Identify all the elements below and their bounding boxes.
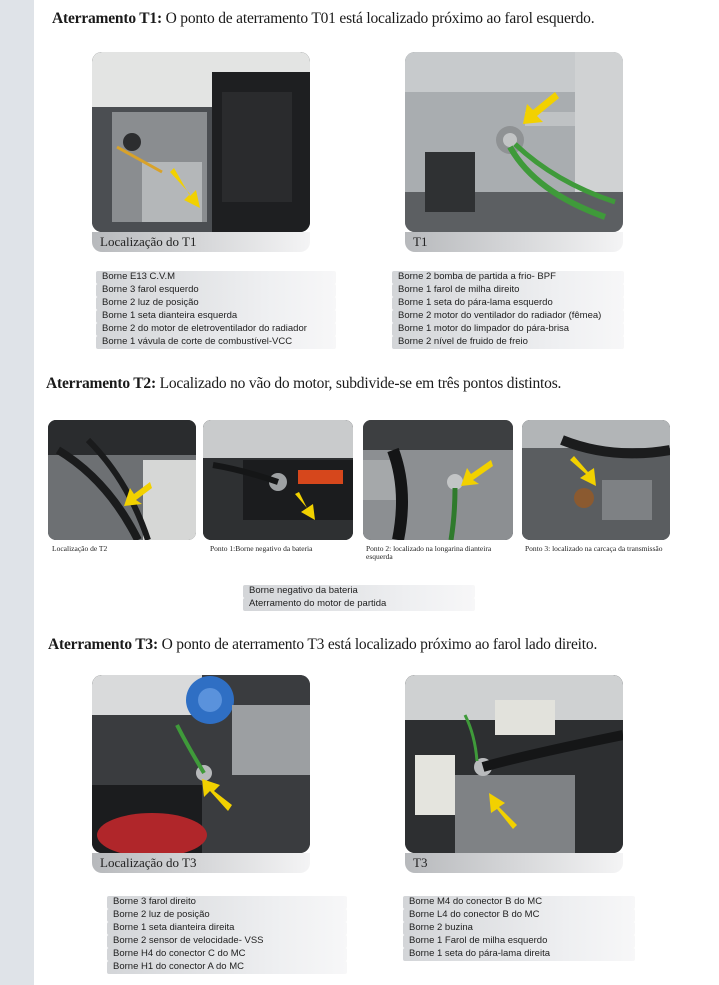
list-item: Borne 1 seta dianteira esquerda — [96, 310, 336, 323]
list-item: Borne 2 luz de posição — [96, 297, 336, 310]
list-item: Borne 3 farol esquerdo — [96, 284, 336, 297]
list-item: Borne 2 bomba de partida a frio- BPF — [392, 271, 624, 284]
list-item: Borne 1 farol de milha direito — [392, 284, 624, 297]
t1-location-caption: Localização do T1 — [100, 234, 197, 249]
list-item: Borne 1 Farol de milha esquerdo — [403, 935, 635, 948]
list-item: Borne 2 motor do ventilador do radiador (fêmea) — [392, 310, 624, 323]
t2-caption-point3: Ponto 3: localizado na carcaça da transmissão — [525, 544, 663, 553]
t1-heading-bold: Aterramento T1: — [52, 10, 162, 27]
t3-location-photo — [92, 675, 310, 853]
list-item: Borne 1 seta do pára-lama esquerdo — [392, 297, 624, 310]
t1-location-caption-bar — [92, 232, 310, 252]
t2-caption-point1: Ponto 1:Borne negativo da bateria — [210, 544, 313, 553]
t2-point2-photo — [363, 420, 513, 540]
list-item: Borne M4 do conector B do MC — [403, 896, 635, 909]
t3-heading-bold: Aterramento T3: — [48, 636, 158, 653]
t2-heading-bold: Aterramento T2: — [46, 375, 156, 392]
t3-closeup-caption-bar — [405, 853, 623, 873]
t3-location-caption-bar — [92, 853, 310, 873]
list-item: Borne negativo da bateria — [243, 585, 475, 598]
t2-caption-location: Localização de T2 — [52, 544, 108, 553]
t2-heading-text: Localizado no vão do motor, subdivide-se em três pontos distintos. — [155, 375, 562, 392]
t3-location-caption: Localização do T3 — [100, 855, 197, 870]
t2-location-photo — [48, 420, 196, 540]
list-item: Borne 3 farol direito — [107, 896, 347, 909]
t1-list-left — [96, 271, 336, 350]
t3-list-left — [107, 896, 347, 975]
t3-closeup-photo — [405, 675, 623, 853]
t2-point1-photo — [203, 420, 353, 540]
t2-caption-point2: Ponto 2: localizado na longarina dianteira esquerda — [366, 544, 492, 561]
list-item: Borne 1 vávula de corte de combustível-VCC — [96, 336, 336, 349]
list-item: Aterramento do motor de partida — [243, 598, 475, 611]
t1-closeup-photo — [405, 52, 623, 232]
list-item: Borne 1 motor do limpador do pára-brisa — [392, 323, 624, 336]
list-item: Borne L4 do conector B do MC — [403, 909, 635, 922]
t3-heading-text: O ponto de aterramento T3 está localizado próximo ao farol lado direito. — [157, 636, 598, 653]
t1-heading-text: O ponto de aterramento T01 está localizado próximo ao farol esquerdo. — [161, 10, 595, 27]
t3-list-right — [403, 896, 635, 961]
list-item: Borne 1 seta dianteira direita — [107, 922, 347, 935]
t1-location-photo — [92, 52, 310, 232]
list-item: Borne 2 sensor de velocidade- VSS — [107, 935, 347, 948]
left-margin-strip — [0, 0, 34, 985]
t3-closeup-caption: T3 — [413, 855, 428, 870]
t1-list-right — [392, 271, 624, 350]
list-item: Borne H4 do conector C do MC — [107, 948, 347, 961]
list-item: Borne H1 do conector A do MC — [107, 961, 347, 974]
list-item: Borne 2 nível de fruido de freio — [392, 336, 624, 349]
t1-heading — [52, 10, 594, 28]
list-item: Borne 1 seta do pára-lama direita — [403, 948, 635, 961]
t2-list — [243, 585, 475, 611]
list-item: Borne 2 luz de posição — [107, 909, 347, 922]
t3-heading — [48, 636, 597, 654]
list-item: Borne E13 C.V.M — [96, 271, 336, 284]
t2-heading — [46, 375, 561, 393]
list-item: Borne 2 buzina — [403, 922, 635, 935]
t1-closeup-caption: T1 — [413, 234, 428, 249]
t2-point3-photo — [522, 420, 670, 540]
list-item: Borne 2 do motor de eletroventilador do radiador — [96, 323, 336, 336]
t1-closeup-caption-bar — [405, 232, 623, 252]
